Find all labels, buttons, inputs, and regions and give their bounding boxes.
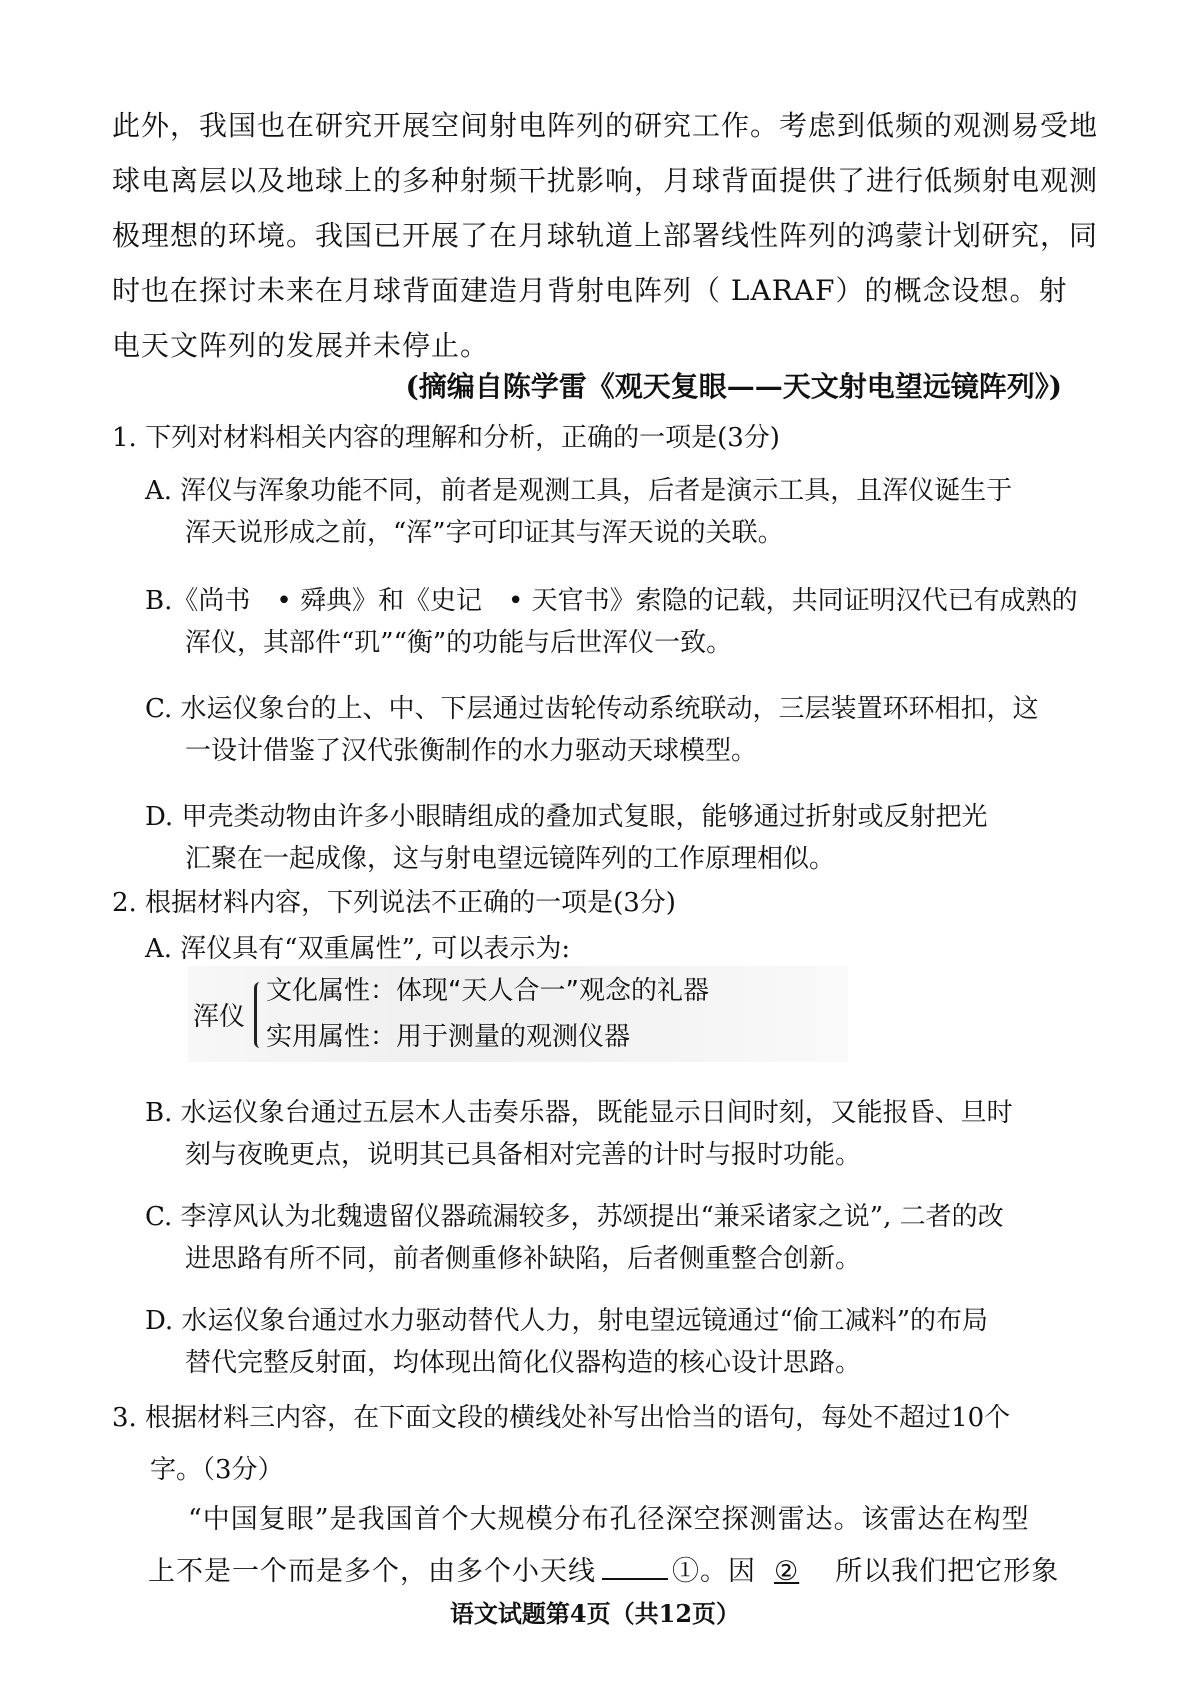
option-line: 汇聚在一起成像，这与射电望远镜阵列的工作原理相似。 — [185, 844, 836, 874]
question-2-stem: 2. 根据材料内容，下列说法不正确的一项是(3分) — [112, 888, 676, 918]
option-line: 浑天说形成之前，“浑”字可印证其与浑天说的关联。 — [185, 518, 784, 548]
question-2-option-b — [145, 1092, 1065, 1176]
blank-1-marker: ① — [672, 1556, 700, 1587]
text-segment: 。因 — [700, 1556, 756, 1587]
diagram-branch-cultural: 文化属性：体现“天人合一”观念的礼器 — [266, 976, 709, 1006]
option-line: 刻与夜晚更点，说明其已具备相对完善的计时与报时功能。 — [185, 1140, 862, 1170]
question-3-text — [148, 1494, 1068, 1598]
source-citation: (摘编自陈学雷《观天复眼——天文射电望远镜阵列》) — [405, 370, 1062, 403]
question-1-option-a — [145, 470, 1065, 554]
option-line: D. 甲壳类动物由许多小眼睛组成的叠加式复眼，能够通过折射或反射把光 — [145, 802, 988, 832]
option-line: 进思路有所不同，前者侧重修补缺陷，后者侧重整合创新。 — [185, 1244, 862, 1274]
option-line: 一设计借鉴了汉代张衡制作的水力驱动天球模型。 — [185, 736, 758, 766]
passage-line: 球电离层以及地球上的多种射频干扰影响，月球背面提供了进行低频射电观测 — [112, 164, 1099, 197]
passage-ending — [112, 98, 1099, 373]
question-1-stem: 1. 下列对材料相关内容的理解和分析，正确的一项是(3分) — [112, 423, 780, 453]
question-3-text-line — [148, 1546, 1068, 1598]
option-line: 浑仪，其部件“玑”“衡”的功能与后世浑仪一致。 — [185, 628, 733, 658]
diagram-branch-practical: 实用属性：用于测量的观测仪器 — [266, 1022, 631, 1052]
question-3-stem — [112, 1392, 1062, 1496]
option-line: A. 浑仪与浑象功能不同，前者是观测工具，后者是演示工具，且浑仪诞生于 — [145, 476, 1013, 506]
question-1-option-b — [145, 580, 1078, 664]
question-1-option-c — [145, 688, 1065, 772]
option-line: C. 水运仪象台的上、中、下层通过齿轮传动系统联动，三层装置环环相扣，这 — [145, 694, 1039, 724]
option-line: 替代完整反射面，均体现出简化仪器构造的核心设计思路。 — [185, 1348, 862, 1378]
brace-icon — [254, 982, 263, 1048]
diagram-root-label: 浑仪 — [193, 1002, 246, 1032]
question-3-stem-line: 3. 根据材料三内容，在下面文段的横线处补写出恰当的语句，每处不超过10个 — [112, 1403, 1011, 1433]
question-3-text-line: “中国复眼”是我国首个大规模分布孔径深空探测雷达。该雷达在构型 — [188, 1504, 1030, 1535]
option-line: C. 李淳风认为北魏遗留仪器疏漏较多，苏颂提出“兼采诸家之说”, 二者的改 — [145, 1202, 1004, 1232]
attribute-diagram — [188, 960, 848, 1068]
blank-1-line[interactable] — [602, 1552, 668, 1580]
question-3-stem-line: 字。（3分） — [150, 1455, 284, 1485]
option-line: B. 水运仪象台通过五层木人击奏乐器，既能显示日间时刻，又能报昏、旦时 — [145, 1098, 1013, 1128]
passage-line: 此外，我国也在研究开展空间射电阵列的研究工作。考虑到低频的观测易受地 — [112, 109, 1099, 142]
question-2-option-c — [145, 1196, 1065, 1280]
option-line: A. 浑仪具有“双重属性”, 可以表示为: — [145, 934, 571, 964]
option-line: D. 水运仪象台通过水力驱动替代人力，射电望远镜通过“偷工减料”的布局 — [145, 1306, 989, 1336]
blank-2-marker[interactable]: ② — [774, 1556, 800, 1587]
passage-line: 时也在探讨未来在月球背面建造月背射电阵列（ LARAF）的概念设想。射 — [112, 274, 1068, 307]
passage-line: 电天文阵列的发展并未停止。 — [112, 329, 490, 362]
text-segment: 上不是一个而是多个，由多个小天线 — [148, 1556, 596, 1587]
text-segment: 所以我们把它形象 — [835, 1556, 1060, 1587]
option-line: B.《尚书 • 舜典》和《史记 • 天官书》索隐的记载，共同证明汉代已有成熟的 — [145, 586, 1078, 616]
passage-line: 极理想的环境。我国已开展了在月球轨道上部署线性阵列的鸿蒙计划研究，同 — [112, 219, 1099, 252]
question-1-option-d — [145, 796, 1065, 880]
question-2-option-d — [145, 1300, 1065, 1384]
page-footer: 语文试题第4页（共12页） — [449, 1599, 741, 1628]
